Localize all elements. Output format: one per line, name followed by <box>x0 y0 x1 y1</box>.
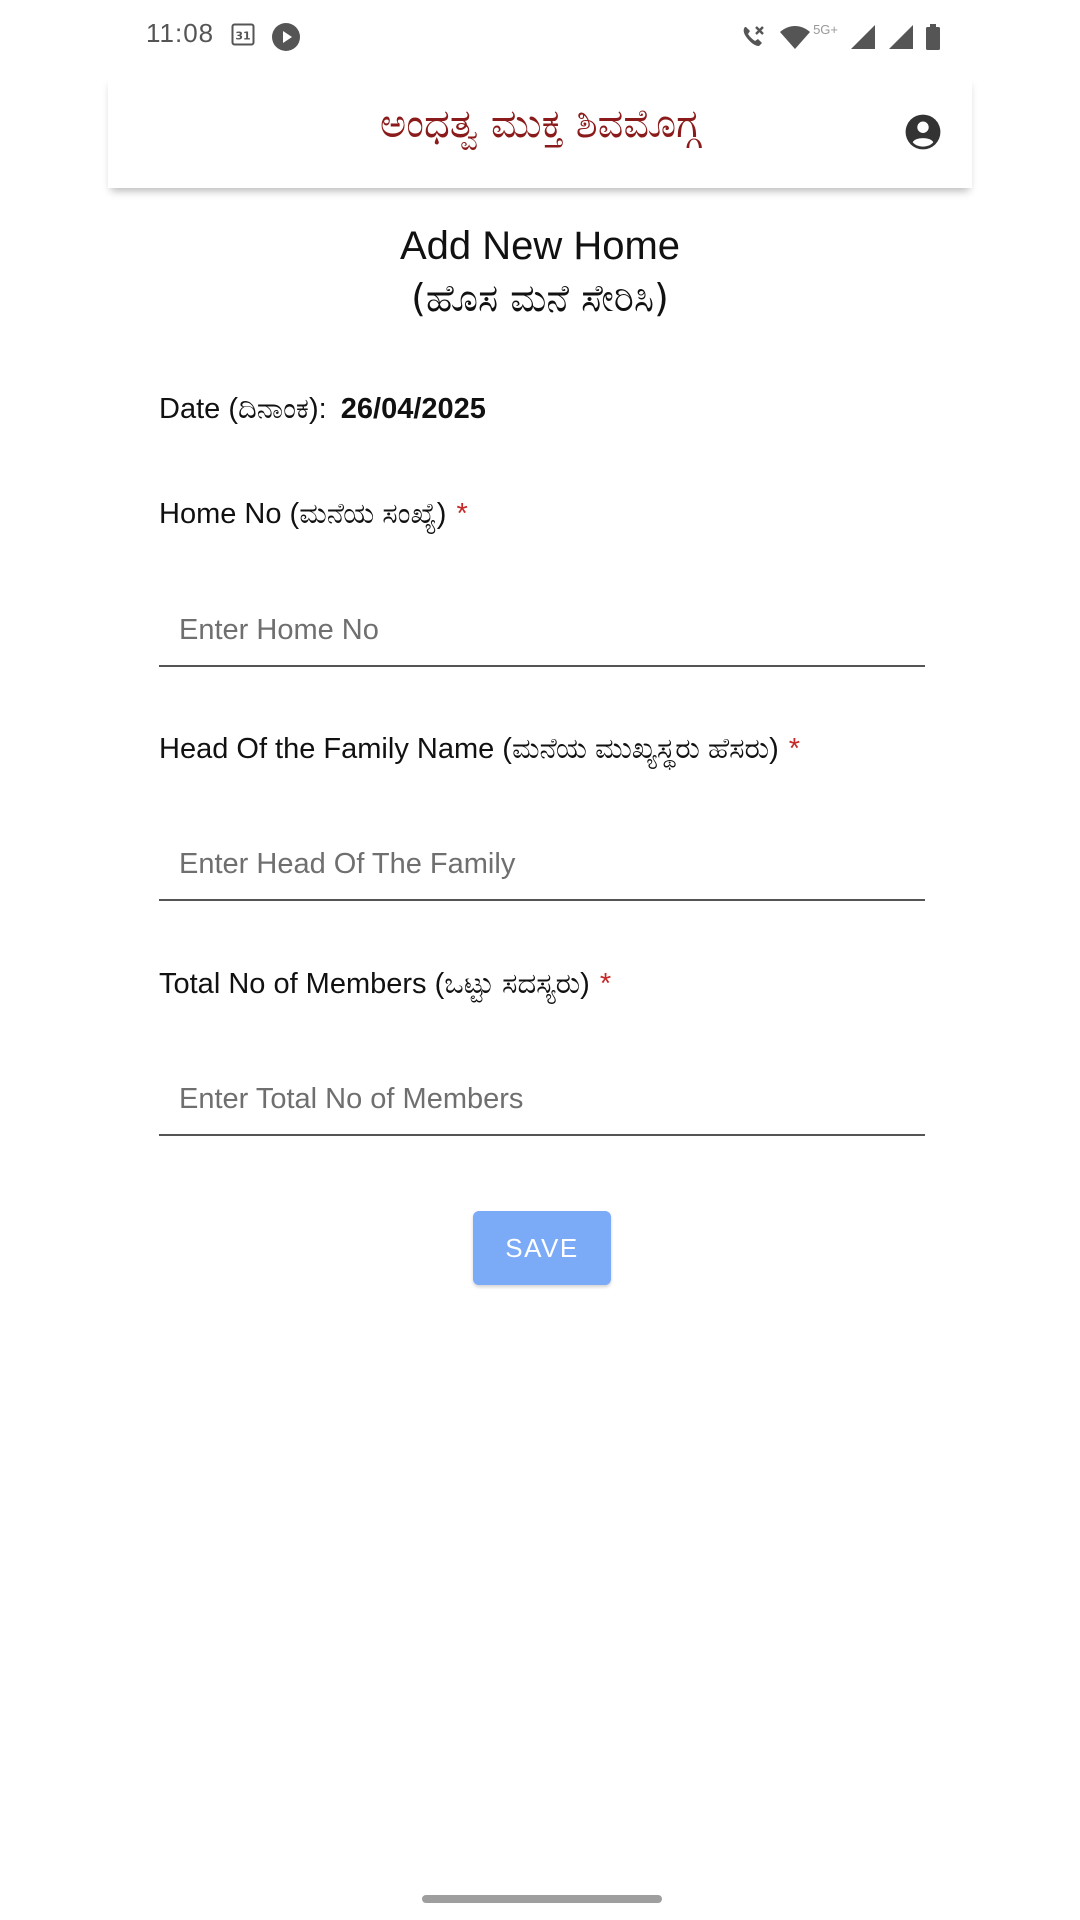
home-no-input[interactable] <box>159 595 925 667</box>
page-title-kannada: (ಹೊಸ ಮನೆ ಸೇರಿಸಿ) <box>411 276 669 320</box>
account-circle-icon[interactable] <box>904 113 942 151</box>
home-no-label-text: Home No (ಮನೆಯ ಸಂಖ್ಯೆ) <box>159 498 447 530</box>
home-no-label <box>159 498 468 531</box>
save-button[interactable]: SAVE <box>473 1211 611 1285</box>
signal-icon <box>888 24 914 50</box>
total-members-label <box>159 968 611 1001</box>
wifi-call-icon <box>739 23 767 51</box>
head-of-family-input[interactable] <box>159 829 925 901</box>
page-title-english: Add New Home <box>399 224 681 268</box>
status-time: 11:08 <box>146 18 215 48</box>
signal-icon <box>850 24 876 50</box>
network-type-label: 5G+ <box>813 21 838 37</box>
battery-icon <box>926 24 940 50</box>
page-title <box>108 220 972 324</box>
calendar-date-text: 31 <box>235 29 251 43</box>
date-value: 26/04/2025 <box>340 393 486 425</box>
app-title: ಅಂಧತ್ವ ಮುಕ್ತ ಶಿವಮೊಗ್ಗ <box>379 101 701 147</box>
app-bar <box>108 76 972 188</box>
head-of-family-label-text: Head Of the Family Name (ಮನೆಯ ಮುಖ್ಯಸ್ಥರು ಹೆಸರು) <box>159 733 779 765</box>
play-icon <box>271 22 301 52</box>
date-label: Date (ದಿನಾಂಕ): <box>159 393 327 425</box>
required-asterisk: * <box>599 968 612 1000</box>
wifi-icon <box>779 23 811 51</box>
total-members-input[interactable] <box>159 1064 925 1136</box>
total-members-label-text: Total No of Members (ಒಟ್ಟು ಸದಸ್ಯರು) <box>159 968 590 1000</box>
home-indicator[interactable] <box>422 1895 662 1903</box>
date-row <box>159 393 486 426</box>
calendar-icon <box>231 22 255 46</box>
required-asterisk: * <box>456 498 468 530</box>
status-icons <box>739 22 940 52</box>
status-bar <box>0 0 1080 76</box>
required-asterisk: * <box>788 733 801 765</box>
head-of-family-label <box>159 733 800 766</box>
